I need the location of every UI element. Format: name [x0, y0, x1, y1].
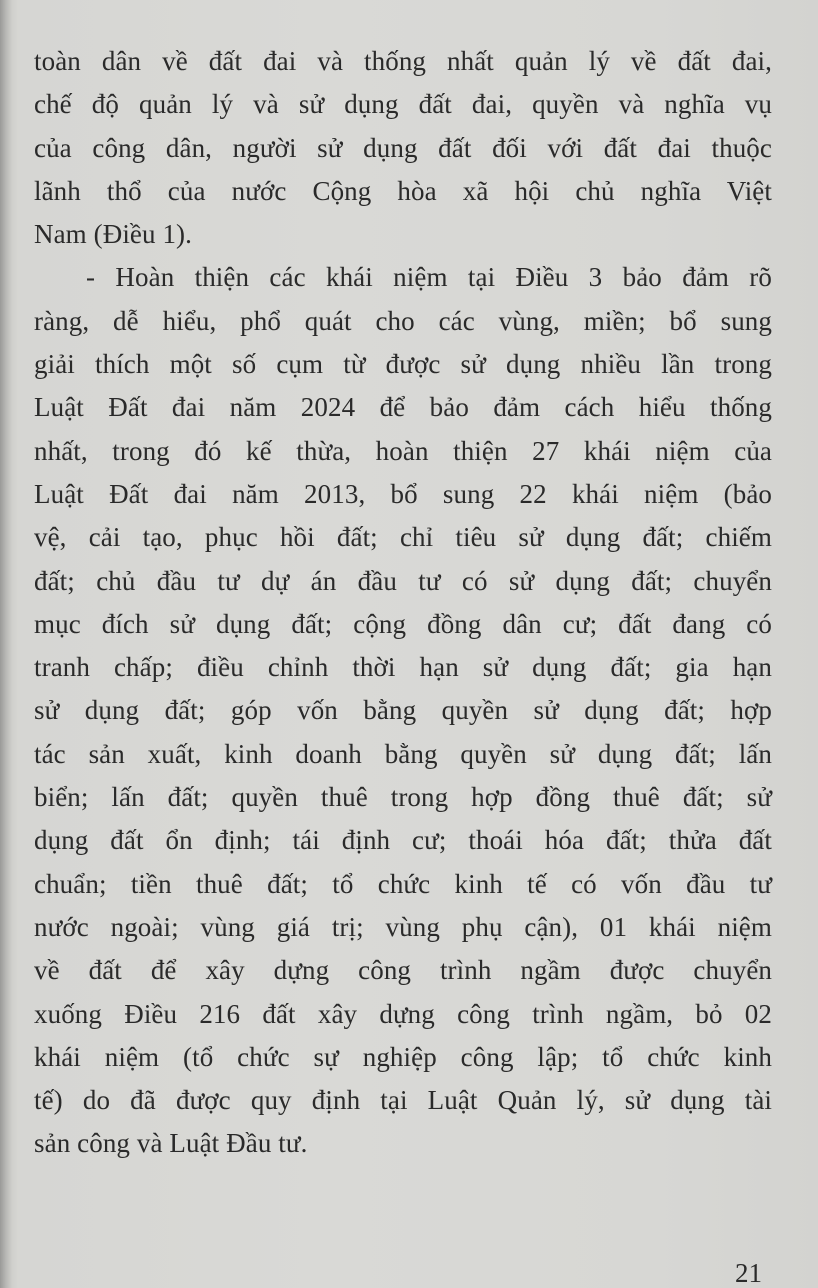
text-line: Nam (Điều 1). [34, 219, 193, 250]
page-number: 21 [735, 1258, 762, 1288]
text-line: khái niệm (tổ chức sự nghiệp công lập; tổ chức kinh [34, 1041, 772, 1072]
text-line: về đất để xây dựng công trình ngầm được chuyển [34, 955, 772, 986]
text-line: sử dụng đất; góp vốn bằng quyền sử dụng đất; hợp [34, 695, 772, 726]
text-line: chuẩn; tiền thuê đất; tổ chức kinh tế có vốn đầu tư [34, 868, 772, 899]
text-line: - Hoàn thiện các khái niệm tại Điều 3 bảo đảm rõ [86, 262, 772, 293]
text-line: tế) do đã được quy định tại Luật Quản lý, sử dụng tài [34, 1085, 772, 1116]
text-line: biển; lấn đất; quyền thuê trong hợp đồng thuê đất; sử [34, 782, 772, 813]
text-line: tác sản xuất, kinh doanh bằng quyền sử dụng đất; lấn [34, 738, 772, 769]
text-line: xuống Điều 216 đất xây dựng công trình ngầm, bỏ 02 [34, 998, 772, 1029]
text-line: Luật Đất đai năm 2013, bổ sung 22 khái niệm (bảo [34, 478, 772, 509]
text-line: chế độ quản lý và sử dụng đất đai, quyền và nghĩa vụ [34, 89, 772, 120]
text-line: nhất, trong đó kế thừa, hoàn thiện 27 khái niệm của [34, 435, 772, 466]
text-line: tranh chấp; điều chỉnh thời hạn sử dụng đất; gia hạn [34, 652, 772, 683]
text-line: lãnh thổ của nước Cộng hòa xã hội chủ nghĩa Việt [34, 175, 772, 206]
text-line: giải thích một số cụm từ được sử dụng nhiều lần trong [34, 349, 772, 380]
text-line: mục đích sử dụng đất; cộng đồng dân cư; đất đang có [34, 608, 772, 639]
text-line: nước ngoài; vùng giá trị; vùng phụ cận), 01 khái niệm [34, 911, 772, 942]
text-line: dụng đất ổn định; tái định cư; thoái hóa đất; thửa đất [34, 825, 772, 856]
text-line: của công dân, người sử dụng đất đối với đất đai thuộc [34, 132, 772, 163]
text-line: toàn dân về đất đai và thống nhất quản lý về đất đai, [34, 46, 772, 76]
text-line: sản công và Luật Đầu tư. [34, 1128, 308, 1159]
text-line: ràng, dễ hiểu, phổ quát cho các vùng, miền; bổ sung [34, 305, 772, 336]
text-line: vệ, cải tạo, phục hồi đất; chỉ tiêu sử dụng đất; chiếm [34, 522, 772, 553]
body-text [34, 40, 772, 1166]
text-line: đất; chủ đầu tư dự án đầu tư có sử dụng đất; chuyển [34, 565, 772, 596]
text-line: Luật Đất đai năm 2024 để bảo đảm cách hiểu thống [34, 392, 772, 423]
